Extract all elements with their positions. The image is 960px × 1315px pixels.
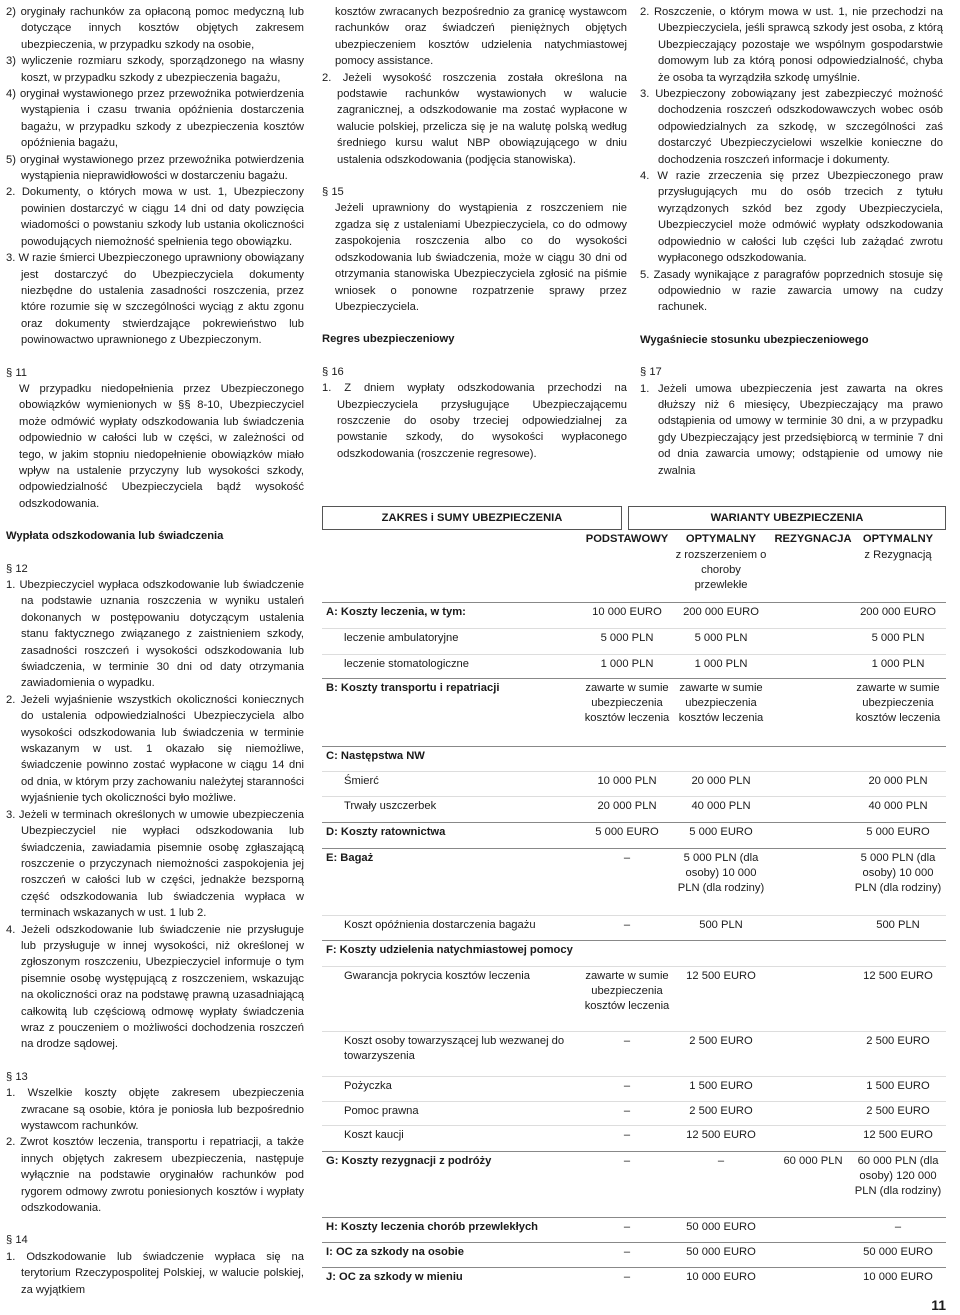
paragraph: 2. Dokumenty, o których mowa w ust. 1, Ubezpieczony powinien dostarczyć w ciągu 14 dni od daty powzięcia wiadomości o powstaniu szkody lub ustania okoliczności powodujących niemożność spełnienia tego obowiązku. [6,186,304,248]
section-title: § 15 [322,186,344,199]
table-row [322,654,946,677]
row-label: Koszt kaucji [344,1129,404,1141]
value-cell: – [623,1155,631,1167]
variant-optimal-sub: z rozszerzeniem o choroby przewlekłe [675,549,767,591]
section-title: § 16 [322,365,344,378]
list-item: 4. W razie zrzeczenia się przez Ubezpieczonego praw przysługujących mu do osób trzecich z tytułu wyrządzonych szkód bez zgody Ubezpieczyciela, Ubezpieczyciel może odmówić wypłaty odszkodowania odpowiednio w całości lub części lub zażądać zwrotu wypłaconego odszkodowania. [640,170,943,265]
table-row [322,602,946,625]
table-row [322,1151,946,1212]
value-cell: 2 500 EURO [866,1105,930,1117]
section-title: § 11 [6,366,27,379]
table-header-variants: WARIANTY UBEZPIECZENIA [628,506,946,530]
value-cell: 10 000 EURO [686,1271,756,1283]
table-row [322,771,946,794]
row-label: Śmierć [344,775,379,787]
table-header-scope: ZAKRES i SUMY UBEZPIECZENIA [322,506,622,530]
row-label: H: Koszty leczenia chorób przewlekłych [326,1221,538,1233]
row-label: E: Bagaż [326,852,374,864]
value-cell: 12 500 EURO [863,1129,933,1141]
value-cell: 10 000 PLN [597,775,657,787]
list-item: 2. Jeżeli wyjaśnienie wszystkich okoliczności koniecznych do ustalenia odpowiedzialności Ubezpieczyciela albo wysokości odszkodowania lub świadczenia w terminie wskazanym w ust. 1 okazało się niemożliwe, świadczenie powinno zostać wypłacone w ciągu 14 dni od dnia, w którym przy zachowaniu należytej staranności wyjaśnienie tych okoliczności było możliwe. [6,693,304,805]
value-cell: 2 500 EURO [689,1035,753,1047]
section-title: § 14 [6,1234,28,1247]
value-cell: 2 500 EURO [689,1105,753,1117]
list-item: 3. Ubezpieczony zobowiązany jest zabezpieczyć możność dochodzenia roszczeń odszkodowawczych wobec osób odpowiedzialnych za szkodę, w szczególności zaś dostarczyć Ubezpieczycielowi wszelkie konieczne do dochodzenia roszczeń informacje i dokumenty. [640,88,943,166]
list-item: 2) oryginały rachunków za opłaconą pomoc medyczną lub dotyczące innych kosztów objętych zakresem ubezpieczenia, w przypadku szkody na osobie, [6,6,304,51]
value-cell: – [717,1155,725,1167]
value-cell: 20 000 PLN [691,775,751,787]
value-cell: 1 000 PLN [694,658,748,670]
row-label: A: Koszty leczenia, w tym: [326,606,466,618]
value-cell: 50 000 EURO [686,1221,756,1233]
row-label: F: Koszty udzielenia natychmiastowej pomocy [326,944,573,956]
value-cell: 60 000 PLN [783,1155,843,1167]
value-cell: 20 000 PLN [597,800,657,812]
value-cell: 50 000 EURO [863,1246,933,1258]
list-item: 2. Zwrot kosztów leczenia, transportu i repatriacji, a także innych objętych zakresem ubezpieczenia, następuje wyłącznie na podstawie oryginałów rachunków pod rygorem odmowy zwrotu poniesionych kosztów i wypłaty odszkodowania. [6,1136,304,1215]
list-item: 2. Roszczenie, o którym mowa w ust. 1, nie przechodzi na Ubezpieczyciela, jeśli sprawcą szkody jest osoba, z którą Ubezpieczający pozostaje we wspólnym gospodarstwie domowym lub za którą ponosi odpowiedzialność, chyba że osoba ta wyrządziła szkodę umyślnie. [640,6,943,84]
value-cell: 5 000 PLN [600,632,654,644]
value-cell: – [623,919,631,931]
column-2 [322,4,627,462]
row-label: D: Koszty ratownictwa [326,826,446,838]
table-row [322,1076,946,1099]
value-cell: zawarte w sumie ubezpieczenia kosztów leczenia [584,970,670,1012]
paragraph: 2. Jeżeli wysokość roszczenia została określona na podstawie rachunków wystawionych w walucie zagranicznej, a odszkodowanie ma zostać wypłacone w walucie polskiej, przelicza się je na walutę polską według średniego kursu walut NBP obowiązującego w dniu ustalenia odszkodowania (podjęcia stanowiska). [322,71,627,166]
table-row [322,940,946,963]
paragraph: kosztów zwracanych bezpośrednio za granicę wystawcom rachunków oraz świadczeń pieniężnych objętych ubezpieczeniem kosztów udzielenia natychmiastowej pomocy assistance. [335,6,627,68]
value-cell: 5 000 PLN [694,632,748,644]
value-cell: 10 000 EURO [592,606,662,618]
list-item: 5. Zasady wynikające z paragrafów poprzednich stosuje się odpowiednio w razie zawarcia umowy na cudzy rachunek. [640,268,943,314]
value-cell: – [623,1271,631,1283]
table-row [322,1101,946,1124]
value-cell: 1 000 PLN [871,658,925,670]
value-cell: – [623,1221,631,1233]
row-label: Pomoc prawna [344,1105,419,1117]
value-cell: 12 500 EURO [863,970,933,982]
paragraph: 1. Z dniem wypłaty odszkodowania przechodzi na Ubezpieczyciela przysługujące Ubezpieczającemu roszczenie do osoby trzeciej odpowiedzialnej za powstanie szkody, do wysokości wypłaconego odszkodowania (roszczenie regresowe). [322,382,627,460]
list-item: 1. Odszkodowanie lub świadczenie wypłaca się na terytorium Rzeczypospolitej Polskiej, w walucie polskiej, za wyjątkiem [6,1250,304,1296]
list-item: 3. Jeżeli w terminach określonych w umowie ubezpieczenia Ubezpieczyciel nie wypłaci odszkodowania lub świadczenia, zawiadamia pisemnie osobę zgłaszającą roszczenie o przyczynach niemożności zaspokojenia jej roszczeń w całości lub w części, jednakże bezsporną część odszkodowania lub świadczenia wypłaca w terminach wskazanych w ust. 1 lub 2. [6,808,304,920]
row-label: Koszt opóźnienia dostarczenia bagażu [344,919,536,931]
value-cell: 20 000 PLN [868,775,928,787]
section-title: § 12 [6,562,28,575]
value-cell: 12 500 EURO [686,1129,756,1141]
section-heading: Regres ubezpieczeniowy [322,333,455,346]
section-title: § 13 [6,1070,28,1083]
list-item: 1. Wszelkie koszty objęte zakresem ubezpieczenia zwracane są osobie, która je poniosła lub bezpośrednio wystawcom rachunków. [6,1087,304,1132]
table-row [322,822,946,845]
value-cell: 50 000 EURO [686,1246,756,1258]
value-cell: – [623,852,631,864]
table-row [322,915,946,938]
variant-optimal: OPTYMALNY [685,533,757,545]
row-label: Gwarancja pokrycia kosztów leczenia [344,970,530,982]
table-row [322,966,946,1017]
paragraph: W przypadku niedopełnienia przez Ubezpieczonego obowiązków wymienionych w §§ 8-10, Ubezpieczyciel może odmówić wypłaty odszkodowania lub świadczenia odpowiednio w całości lub w części, w zależności od tego, w jakim stopniu niedopełnienie obowiązków miało wpływ na ustalenie przyczyny lub wysokości szkody, odpowiedzialność Ubezpieczyciela bądź wysokość odszkodowania. [19,382,304,510]
value-cell: 200 000 EURO [860,606,936,618]
row-label: Koszt osoby towarzyszącej lub wezwanej do towarzyszenia [344,1035,565,1062]
list-item: 4. Jeżeli odszkodowanie lub świadczenie nie przysługuje lub przysługuje w innej wysokości, niż określonej w zgłoszonym roszczeniu, Ubezpieczyciel informuje o tym pisemnie osobę występującą z roszczeniem, wskazując na okoliczności oraz na podstawę prawną uzasadniającą całkowitą lub częściową odmowę wypłaty świadczenia wraz z pouczeniem o możliwości dochodzenia roszczeń na drodze sądowej. [6,923,304,1051]
row-label: Trwały uszczerbek [344,800,437,812]
value-cell: – [623,1105,631,1117]
page-number: 11 [931,1296,946,1313]
row-label: J: OC za szkody w mieniu [326,1271,463,1283]
row-label: leczenie ambulatoryjne [344,632,459,644]
paragraph: 3. W razie śmierci Ubezpieczonego uprawniony obowiązany jest dostarczyć do Ubezpieczyciela dokumenty niezbędne do ustalenia zasadności roszczenia, przez które rozumie się w szczególności wyciąg z aktu zgonu oraz dokumenty stwierdzające pokrewieństwo lub powinowactwo uprawnionego z Ubezpieczonym. [6,252,304,347]
value-cell: 500 PLN [699,919,743,931]
table-row [322,1125,946,1148]
value-cell: 2 500 EURO [866,1035,930,1047]
list-item: 5) oryginał wystawionego przez przewoźnika potwierdzenia wystąpienia nieprawidłowości w dostarczeniu bagażu. [6,153,304,183]
paragraph: 1. Jeżeli umowa ubezpieczenia jest zawarta na okres dłuższy niż 6 miesięcy, Ubezpieczający ma prawo odstąpienia od umowy w terminie 30 dni, a w przypadku gdy Ubezpieczający jest przedsiębiorcą w terminie 7 dni od dnia zawarcia umowy; odstąpienie od umowy nie zwalnia [640,382,943,477]
paragraph: Jeżeli uprawniony do wystąpienia z roszczeniem nie zgadza się z ustaleniami Ubezpieczyciela, co do odmowy zaspokojenia roszczenia albo co do wysokości odszkodowania lub świadczenia, może w ciągu 30 dni od otrzymania stanowiska Ubezpieczyciela zgłosić na piśmie wniosek o ponowne rozpatrzenie sprawy przez Ubezpieczyciela. [335,202,627,313]
value-cell: 5 000 EURO [866,826,930,838]
table-row [322,678,946,729]
table-row [322,1242,946,1265]
table-row [322,1031,946,1068]
section-heading: Wypłata odszkodowania lub świadczenia [6,530,224,543]
column-3 [640,4,943,479]
row-label: G: Koszty rezygnacji z podróży [326,1155,492,1167]
variant-basic: PODSTAWOWY [585,533,669,545]
column-1 [6,4,304,1298]
value-cell: 5 000 PLN (dla osoby) 10 000 PLN (dla rodziny) [677,852,765,894]
value-cell: 5 000 PLN (dla osoby) 10 000 PLN (dla rodziny) [854,852,942,894]
list-item: 1. Ubezpieczyciel wypłaca odszkodowanie lub świadczenie na podstawie uznania roszczenia w wyniku ustaleń dokonanych w postępowaniu dotyczącym ustalenia stanu faktycznego związanego z zaistnieniem szkody, zasadności roszczeń i wysokości odszkodowania lub świadczenia, w terminie 30 dni od daty otrzymania zawiadomienia o wypadku. [6,579,304,690]
table-row [322,796,946,819]
value-cell: 1 500 EURO [689,1080,753,1092]
table-row [322,1217,946,1240]
table-row [322,1267,946,1290]
value-cell: – [623,1035,631,1047]
value-cell: 5 000 EURO [595,826,659,838]
value-cell: 12 500 EURO [686,970,756,982]
row-label: C: Następstwa NW [326,750,425,762]
value-cell: 5 000 PLN [871,632,925,644]
value-cell: zawarte w sumie ubezpieczenia kosztów leczenia [678,682,764,724]
list-item: 4) oryginał wystawionego przez przewoźnika potwierdzenia wystąpienia i czasu trwania opóźnienia dostarczenia bagażu, w przypadku szkody z ubezpieczenia kosztów opóźnienia bagażu, [6,88,304,150]
table-row [322,746,946,769]
variant-optimal-cancel: OPTYMALNY [862,533,934,545]
value-cell: zawarte w sumie ubezpieczenia kosztów leczenia [855,682,941,724]
value-cell: 60 000 PLN (dla osoby) 120 000 PLN (dla rodziny) [854,1155,942,1197]
value-cell: zawarte w sumie ubezpieczenia kosztów leczenia [584,682,670,724]
row-label: I: OC za szkody na osobie [326,1246,465,1258]
row-label: Pożyczka [344,1080,392,1092]
value-cell: 500 PLN [876,919,920,931]
value-cell: 10 000 EURO [863,1271,933,1283]
row-label: B: Koszty transportu i repatriacji [326,682,500,694]
value-cell: 200 000 EURO [683,606,759,618]
value-cell: 40 000 PLN [868,800,928,812]
value-cell: – [623,1080,631,1092]
table-row [322,628,946,651]
value-cell: – [623,1246,631,1258]
section-title: § 17 [640,366,662,379]
value-cell: – [623,1129,631,1141]
table-row [322,848,946,911]
row-label: leczenie stomatologiczne [344,658,469,670]
value-cell: 5 000 EURO [689,826,753,838]
value-cell: 1 500 EURO [866,1080,930,1092]
value-cell: 1 000 PLN [600,658,654,670]
value-cell: 40 000 PLN [691,800,751,812]
list-item: 3) wyliczenie rozmiaru szkody, sporządzonego na własny koszt, w przypadku szkody z ubezpieczenia bagażu, [6,55,304,84]
section-heading: Wygaśniecie stosunku ubezpieczeniowego [640,333,869,346]
variant-optimal-cancel-sub: z Rezygnacją [864,549,932,561]
variant-cancel: REZYGNACJA [774,533,852,545]
value-cell: – [894,1221,902,1233]
